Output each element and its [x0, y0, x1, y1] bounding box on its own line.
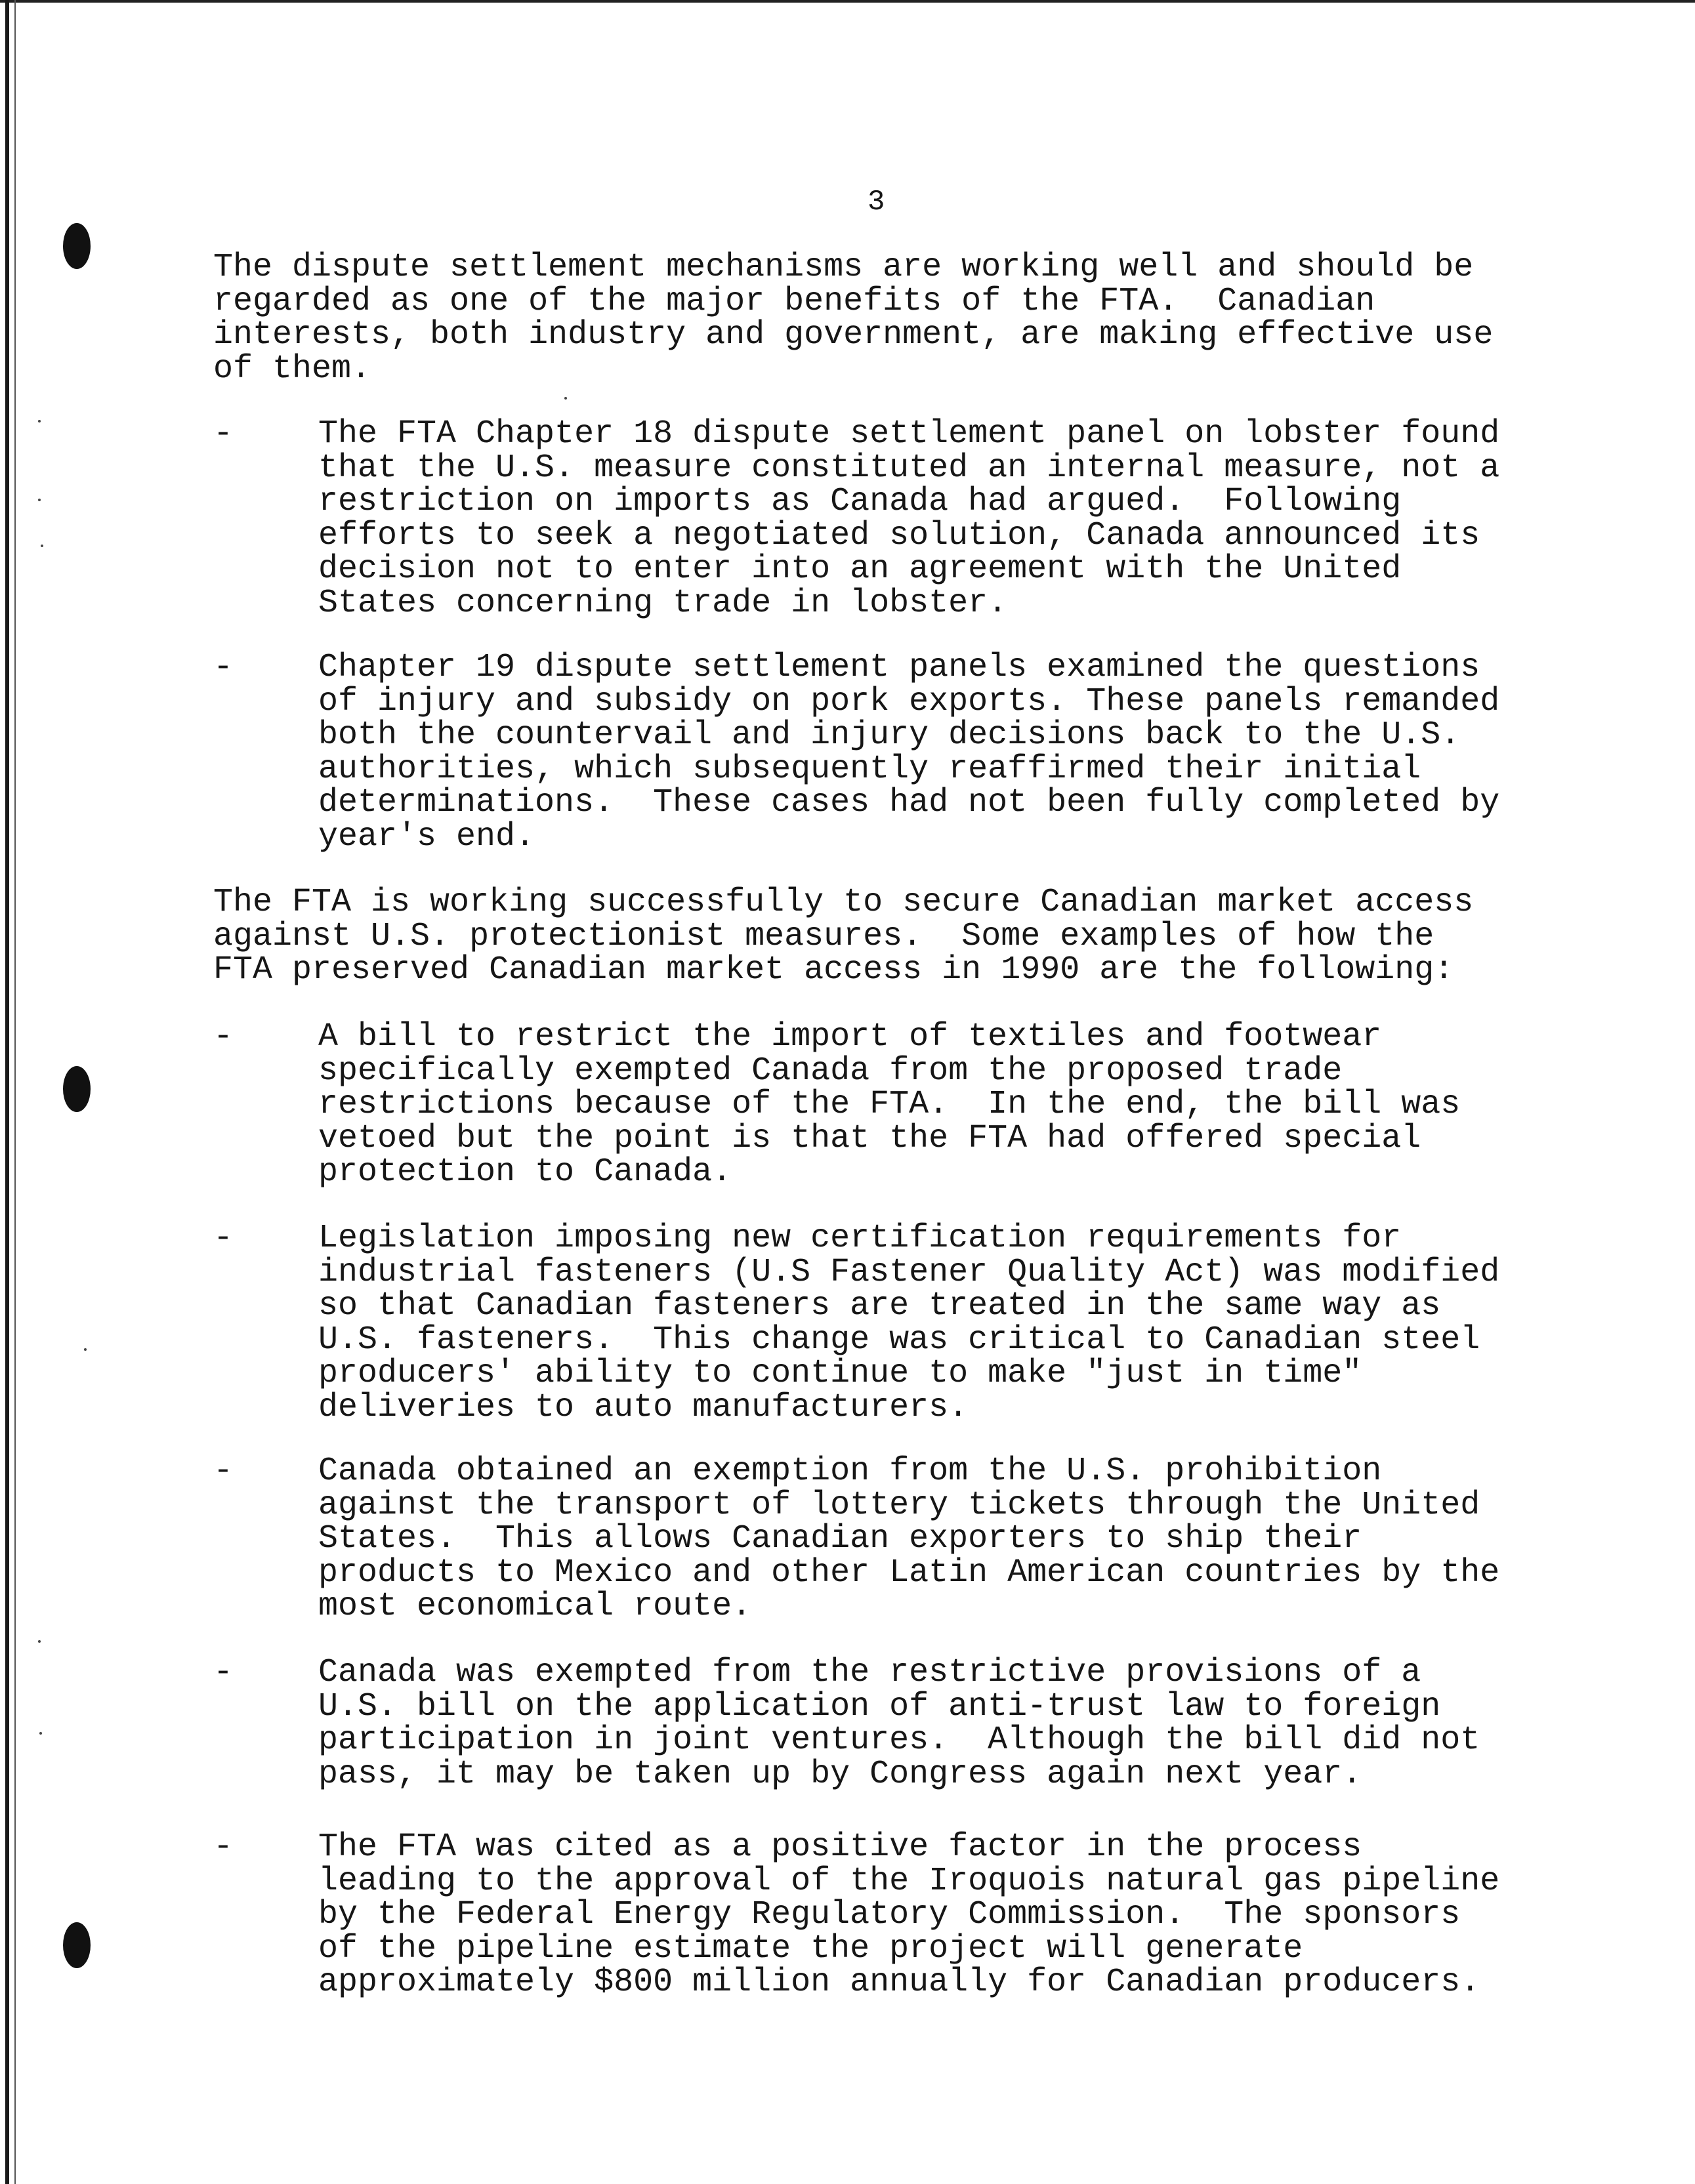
bullet-dash: -	[213, 649, 234, 686]
intro-paragraph: The dispute settlement mechanisms are working well and should be regarded as one of the major benefits of the FTA. Canadian interests, both industry and government, are making effective use of them.	[213, 249, 1494, 388]
punch-hole-bottom	[63, 1922, 91, 1968]
market-access-item-text: The FTA was cited as a positive factor in the process leading to the approval of the Iroquois natural gas pipeline by the Federal Energy Regulatory Commission. The sponsors of the pipeline estimate the project will generate approximately $800 million annually for Canadian producers.	[318, 1828, 1500, 2001]
bullet-dash: -	[213, 1220, 234, 1257]
scan-speck	[38, 420, 41, 422]
bullet-dash: -	[213, 1018, 234, 1056]
scan-edge-top	[0, 0, 1695, 3]
punch-hole-middle	[63, 1066, 91, 1112]
page-number: 3	[868, 186, 885, 218]
scan-speck	[564, 397, 567, 400]
market-access-paragraph: The FTA is working successfully to secure Canadian market access against U.S. protectionist measures. Some examples of how the FTA preserved Canadian market access in 1990 are the following:	[213, 884, 1474, 989]
scan-speck	[39, 1732, 42, 1735]
market-access-item-text: Canada obtained an exemption from the U.S. prohibition against the transport of lottery tickets through the United States. This allows Canadian exporters to ship their products to Mexico and other Latin American countries by the most economical route.	[318, 1453, 1500, 1625]
bullet-dash: -	[213, 1453, 234, 1490]
bullet-dash: -	[213, 1654, 234, 1691]
market-access-item-text: Legislation imposing new certification requirements for industrial fasteners (U.S Fastener Quality Act) was modified so that Canadian fasteners are treated in the same way as U.S. fasteners. This change was critical to Canadian steel producers' ability to continue to make "just in time" deliveries to auto manufacturers.	[318, 1220, 1500, 1426]
market-access-item-text: Canada was exempted from the restrictive provisions of a U.S. bill on the application of anti-trust law to foreign participation in joint ventures. Although the bill did not pass, it may be taken up by Congress again next year.	[318, 1654, 1480, 1793]
market-access-item-text: A bill to restrict the import of textiles and footwear specifically exempted Canada from the proposed trade restrictions because of the FTA. In the end, the bill was vetoed but the point is that the FTA had offered special protection to Canada.	[318, 1018, 1461, 1191]
dispute-item-text: Chapter 19 dispute settlement panels examined the questions of injury and subsidy on pork exports. These panels remanded both the countervail and injury decisions back to the U.S. authorities, which subsequently reaffirmed their initial determinations. These cases had not been fully completed by year's end.	[318, 649, 1500, 855]
scan-speck	[84, 1348, 87, 1351]
scan-speck	[38, 1640, 41, 1643]
scan-edge-left-inner	[14, 0, 16, 2184]
scan-speck	[38, 499, 41, 501]
bullet-dash: -	[213, 1828, 234, 1866]
bullet-dash: -	[213, 415, 234, 453]
dispute-item-text: The FTA Chapter 18 dispute settlement panel on lobster found that the U.S. measure constituted an internal measure, not a restriction on imports as Canada had argued. Following efforts to seek a negotiated solution, Canada announced its decision not to enter into an agreement with the United States concerning trade in lobster.	[318, 415, 1500, 622]
scan-edge-left	[5, 0, 9, 2184]
punch-hole-top	[63, 223, 91, 269]
scan-speck	[41, 545, 43, 547]
